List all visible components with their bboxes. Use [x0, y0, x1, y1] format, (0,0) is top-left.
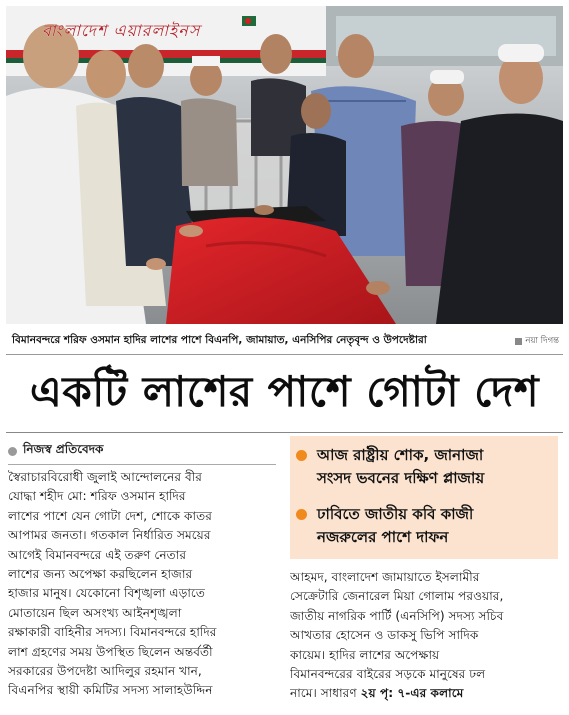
article-line: লাশের পাশে যেন গোটা দেশ, শোকে কাতর — [8, 508, 212, 523]
photo-credit — [515, 334, 563, 348]
highlight-box — [290, 436, 558, 559]
orange-bullet-icon — [296, 509, 307, 520]
highlight-text — [317, 444, 484, 490]
article-line: বিএনপির স্থায়ী কমিটির সদস্য সালাহউদ্দিন — [8, 683, 213, 698]
aircraft-livery-text: বাংলাদেশ এয়ারলাইনস — [42, 21, 201, 40]
byline — [8, 442, 103, 460]
highlight-line: সংসদ ভবনের দক্ষিণ প্লাজায় — [317, 469, 485, 487]
photo-credit-text: নয়া দিগন্ত — [525, 336, 559, 346]
article-line: কায়েম। হাদির লাশের অপেক্ষায় — [290, 647, 440, 662]
news-photo — [6, 6, 563, 324]
article-last-text: নামে। সাধারণ — [290, 686, 357, 701]
article-line: মোতায়েন ছিল অসংখ্য আইনশৃঙ্খলা — [8, 605, 182, 620]
article-line: আখতার হোসেন ও ডাকসু ভিপি সাদিক — [290, 628, 479, 643]
highlight-line: নজরুলের পাশে দাফন — [317, 528, 449, 546]
highlight-item — [296, 503, 554, 549]
article-line: আহমদ, বাংলাদেশ জামায়াতে ইসলামীর — [290, 570, 480, 584]
article-line: স্বৈরাচারবিরোধী জুলাই আন্দোলনের বীর — [8, 470, 202, 484]
article-line: সেক্রেটারি জেনারেল মিয়া গোলাম পরওয়ার, — [290, 589, 504, 604]
highlight-text — [317, 503, 473, 549]
photo-caption: বিমানবন্দরে শরিফ ওসমান হাদির লাশের পাশে বিএনপি, জামায়াত, এনসিপির নেতৃবৃন্দ ও উপদেষ্টারা — [12, 333, 427, 346]
orange-bullet-icon — [296, 450, 307, 461]
byline-bullet-icon — [8, 447, 17, 456]
headline-container — [6, 358, 563, 430]
highlight-item — [296, 444, 554, 490]
article-line: রক্ষাকারী বাহিনীর সদস্য। বিমানবন্দরে হাদির — [8, 625, 217, 640]
article-line: লাশের জন্য অপেক্ষা করছিলেন হাজার — [8, 567, 193, 582]
byline-rule — [8, 464, 276, 465]
headline: একটি লাশের পাশে গোটা দেশ — [29, 366, 540, 416]
article-line: হাজার মানুষ। যেকোনো বিশৃঙ্খলা এড়াতে — [8, 586, 205, 601]
continued-on-page-link[interactable]: ২য় পৃ: ৭-এর কলামে — [360, 686, 464, 701]
article-column-left — [8, 468, 276, 710]
highlight-line: ঢাবিতে জাতীয় কবি কাজী — [317, 505, 474, 523]
article-line-last — [290, 684, 558, 703]
highlight-line: আজ রাষ্ট্রীয় শোক, জানাজা — [317, 446, 484, 464]
article-line: আপামর জনতা। গতকাল নির্ধারিত সময়ের — [8, 528, 211, 543]
article-line: সরকারের উপদেষ্টা আদিলুর রহমান খান, — [8, 664, 202, 679]
article-line: লাশ গ্রহণের সময় উপস্থিত ছিলেন অন্তর্বর্তী — [8, 644, 213, 659]
article-line: আগেই বিমানবন্দরে এই তরুণ নেতার — [8, 547, 187, 562]
credit-square-icon — [515, 338, 522, 345]
article-column-right — [290, 568, 558, 710]
byline-text: নিজস্ব প্রতিবেদক — [23, 442, 104, 456]
headline-divider — [6, 432, 563, 433]
news-photo-illustration — [6, 6, 563, 324]
article-line: জাতীয় নাগরিক পার্টি (এনসিপি) সদস্য সচিব — [290, 608, 504, 623]
article-line: যোদ্ধা শহীদ মো: শরিফ ওসমান হাদির — [8, 489, 186, 504]
photo-caption-bar — [6, 328, 563, 355]
article-line: বিমানবন্দরের বাইরের সড়কে মানুষের ঢল — [290, 667, 486, 682]
